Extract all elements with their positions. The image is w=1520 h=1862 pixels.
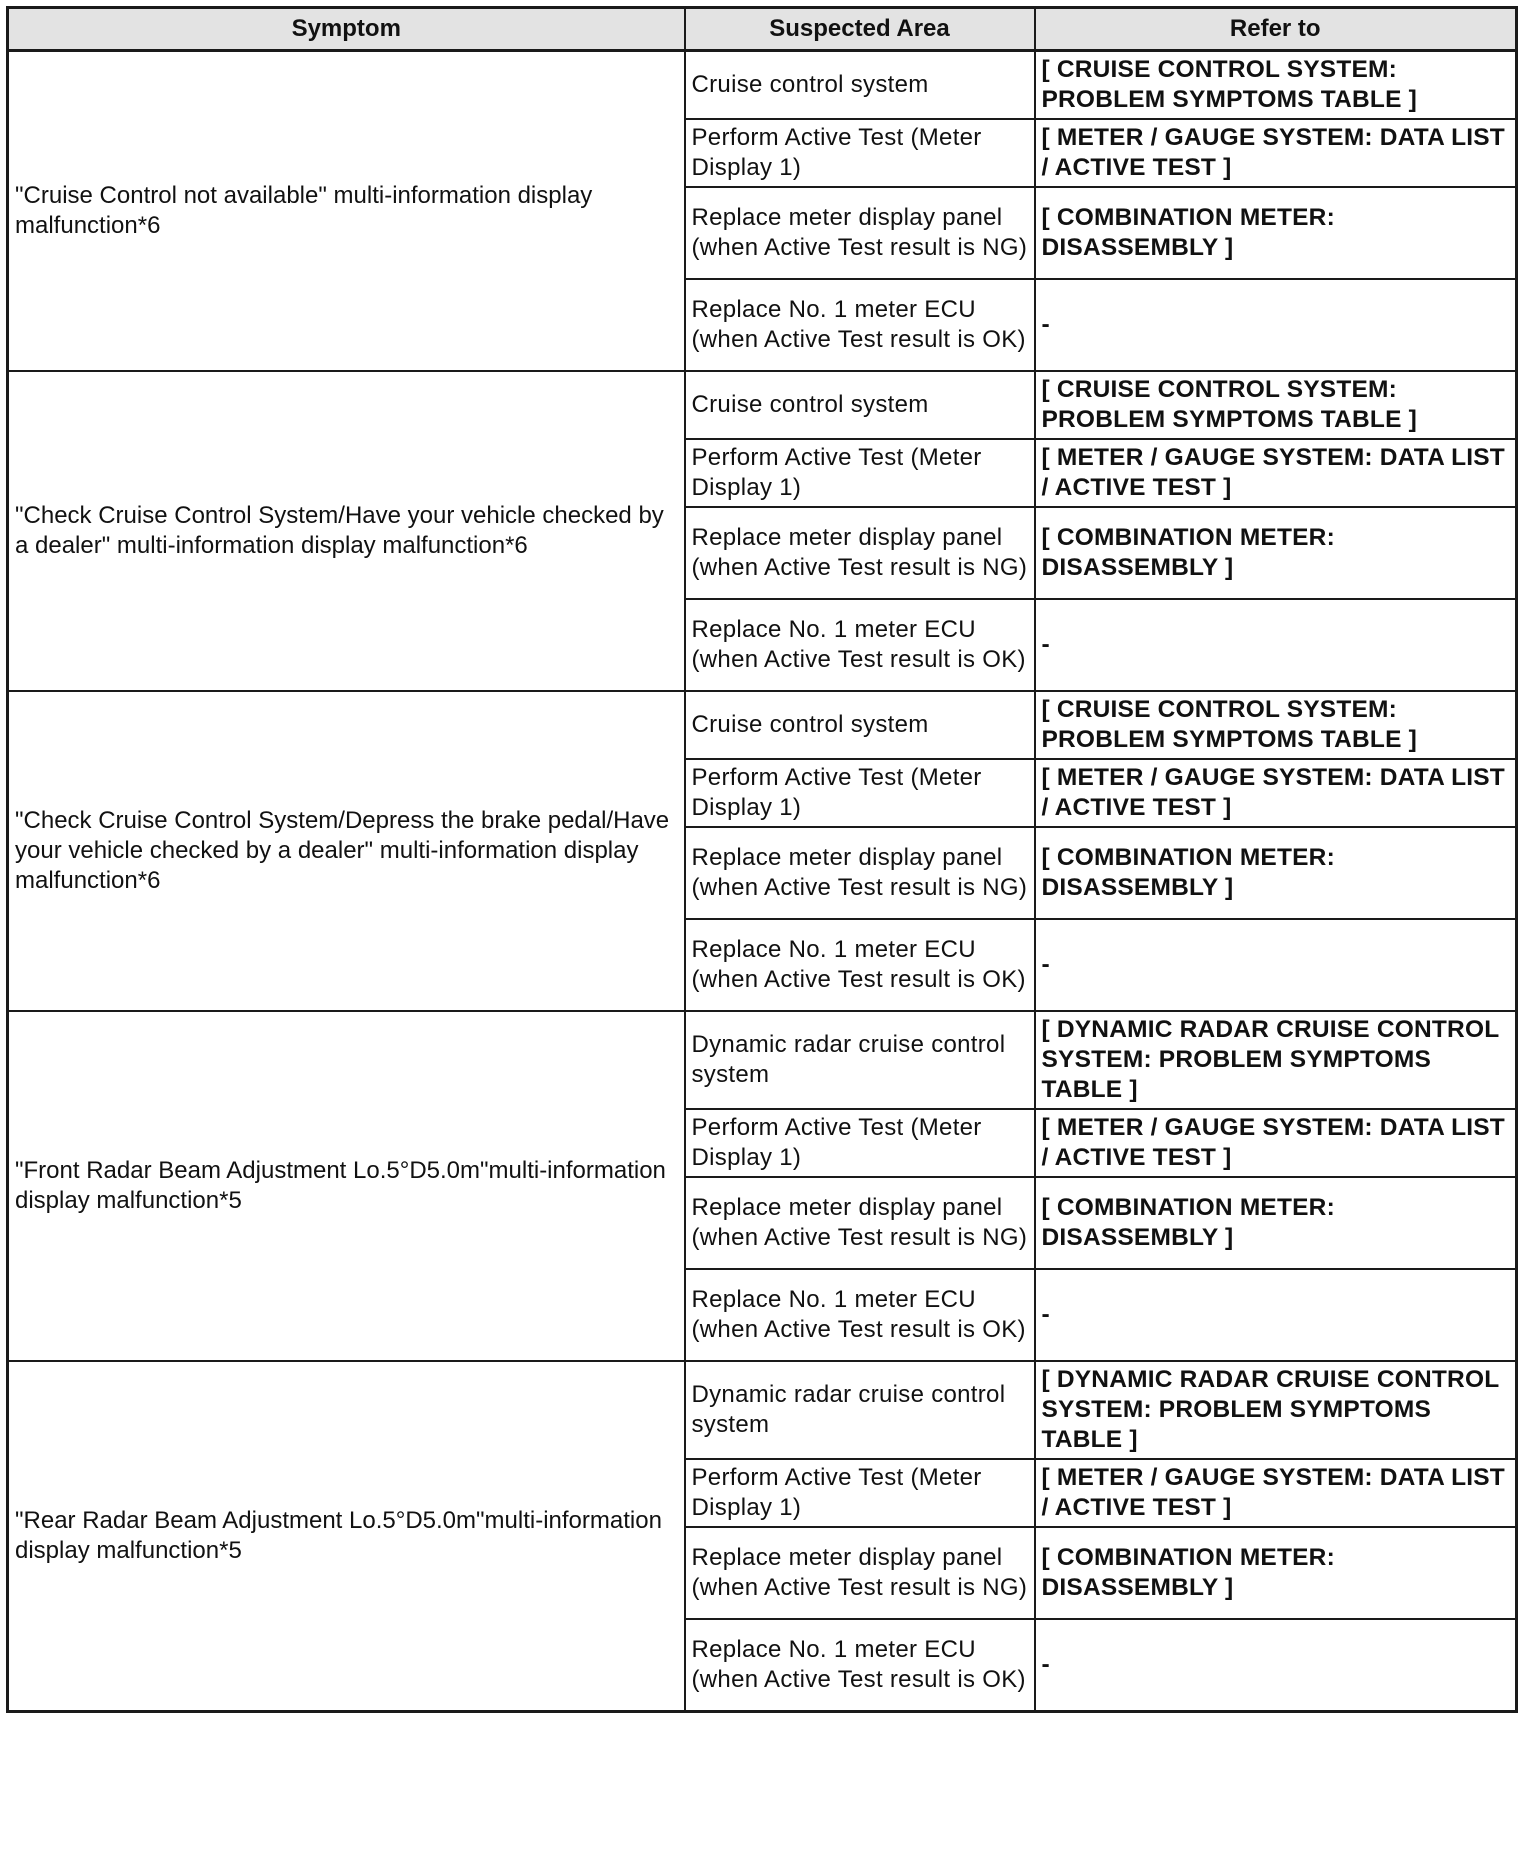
suspected-area-cell: Replace No. 1 meter ECU (when Active Test result is OK) [685, 919, 1035, 1011]
suspected-area-cell: Cruise control system [685, 371, 1035, 439]
suspected-area-cell: Replace meter display panel (when Active Test result is NG) [685, 507, 1035, 599]
table-row [8, 1361, 1517, 1459]
suspected-area-cell: Replace No. 1 meter ECU (when Active Test result is OK) [685, 279, 1035, 371]
refer-to-cell: [ METER / GAUGE SYSTEM: DATA LIST / ACTIVE TEST ] [1035, 1459, 1517, 1527]
suspected-area-cell: Replace No. 1 meter ECU (when Active Test result is OK) [685, 1269, 1035, 1361]
suspected-area-cell: Dynamic radar cruise control system [685, 1011, 1035, 1109]
refer-to-cell: [ DYNAMIC RADAR CRUISE CONTROL SYSTEM: PROBLEM SYMPTOMS TABLE ] [1035, 1011, 1517, 1109]
header-suspected-area: Suspected Area [685, 8, 1035, 51]
refer-to-cell: [ DYNAMIC RADAR CRUISE CONTROL SYSTEM: PROBLEM SYMPTOMS TABLE ] [1035, 1361, 1517, 1459]
table-row [8, 691, 1517, 759]
refer-to-cell: [ CRUISE CONTROL SYSTEM: PROBLEM SYMPTOMS TABLE ] [1035, 371, 1517, 439]
refer-to-cell: [ METER / GAUGE SYSTEM: DATA LIST / ACTIVE TEST ] [1035, 759, 1517, 827]
refer-to-cell: [ METER / GAUGE SYSTEM: DATA LIST / ACTIVE TEST ] [1035, 119, 1517, 187]
symptom-cell: "Rear Radar Beam Adjustment Lo.5°D5.0m"multi-information display malfunction*5 [8, 1361, 685, 1712]
header-refer-to: Refer to [1035, 8, 1517, 51]
suspected-area-cell: Perform Active Test (Meter Display 1) [685, 759, 1035, 827]
table-header [8, 8, 1517, 51]
refer-to-cell: [ CRUISE CONTROL SYSTEM: PROBLEM SYMPTOMS TABLE ] [1035, 51, 1517, 120]
refer-to-cell: - [1035, 1619, 1517, 1712]
suspected-area-cell: Perform Active Test (Meter Display 1) [685, 119, 1035, 187]
symptom-cell: "Check Cruise Control System/Have your vehicle checked by a dealer" multi-information display malfunction*6 [8, 371, 685, 691]
suspected-area-cell: Replace meter display panel (when Active Test result is NG) [685, 827, 1035, 919]
suspected-area-cell: Dynamic radar cruise control system [685, 1361, 1035, 1459]
table-row [8, 51, 1517, 120]
refer-to-cell: [ METER / GAUGE SYSTEM: DATA LIST / ACTIVE TEST ] [1035, 1109, 1517, 1177]
refer-to-cell: [ COMBINATION METER: DISASSEMBLY ] [1035, 827, 1517, 919]
symptom-cell: "Check Cruise Control System/Depress the brake pedal/Have your vehicle checked by a dealer" multi-information display malfunction*6 [8, 691, 685, 1011]
table-body [8, 51, 1517, 1712]
refer-to-cell: - [1035, 279, 1517, 371]
refer-to-cell: [ METER / GAUGE SYSTEM: DATA LIST / ACTIVE TEST ] [1035, 439, 1517, 507]
refer-to-cell: [ COMBINATION METER: DISASSEMBLY ] [1035, 507, 1517, 599]
suspected-area-cell: Replace No. 1 meter ECU (when Active Test result is OK) [685, 1619, 1035, 1712]
refer-to-cell: [ COMBINATION METER: DISASSEMBLY ] [1035, 187, 1517, 279]
symptom-cell: "Cruise Control not available" multi-information display malfunction*6 [8, 51, 685, 372]
refer-to-cell: - [1035, 919, 1517, 1011]
suspected-area-cell: Perform Active Test (Meter Display 1) [685, 1459, 1035, 1527]
refer-to-cell: [ COMBINATION METER: DISASSEMBLY ] [1035, 1177, 1517, 1269]
suspected-area-cell: Cruise control system [685, 691, 1035, 759]
table-row [8, 1011, 1517, 1109]
refer-to-cell: [ CRUISE CONTROL SYSTEM: PROBLEM SYMPTOMS TABLE ] [1035, 691, 1517, 759]
suspected-area-cell: Perform Active Test (Meter Display 1) [685, 439, 1035, 507]
refer-to-cell: - [1035, 1269, 1517, 1361]
problem-symptoms-table [6, 6, 1518, 1713]
suspected-area-cell: Replace No. 1 meter ECU (when Active Test result is OK) [685, 599, 1035, 691]
symptom-cell: "Front Radar Beam Adjustment Lo.5°D5.0m"multi-information display malfunction*5 [8, 1011, 685, 1361]
header-symptom: Symptom [8, 8, 685, 51]
table-row [8, 371, 1517, 439]
suspected-area-cell: Replace meter display panel (when Active Test result is NG) [685, 187, 1035, 279]
refer-to-cell: - [1035, 599, 1517, 691]
header-row [8, 8, 1517, 51]
suspected-area-cell: Replace meter display panel (when Active Test result is NG) [685, 1527, 1035, 1619]
suspected-area-cell: Cruise control system [685, 51, 1035, 120]
suspected-area-cell: Perform Active Test (Meter Display 1) [685, 1109, 1035, 1177]
document-page [6, 6, 1515, 1713]
refer-to-cell: [ COMBINATION METER: DISASSEMBLY ] [1035, 1527, 1517, 1619]
suspected-area-cell: Replace meter display panel (when Active Test result is NG) [685, 1177, 1035, 1269]
